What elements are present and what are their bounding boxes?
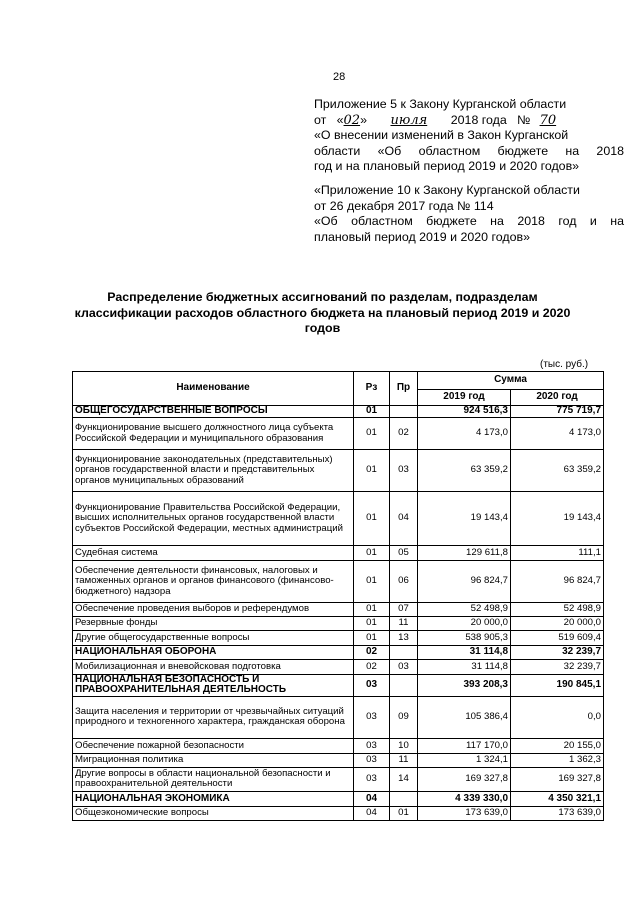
table-row — [73, 738, 604, 753]
table-body — [73, 406, 604, 821]
row-value-2020: 32 239,7 — [511, 660, 604, 675]
row-rz: 01 — [354, 617, 390, 631]
row-name: Судебная система — [73, 546, 354, 561]
number-label: № — [517, 112, 531, 127]
row-rz: 01 — [354, 603, 390, 617]
row-pr — [390, 406, 418, 418]
row-value-2019: 924 516,3 — [418, 406, 511, 418]
row-value-2019: 20 000,0 — [418, 617, 511, 631]
row-pr: 05 — [390, 546, 418, 561]
row-value-2020: 4 173,0 — [511, 418, 604, 450]
row-pr: 01 — [390, 806, 418, 820]
row-name: Функционирование Правительства Российской Федерации, высших исполнительных органов государственной власти субъектов Российской Федерации, местных администраций — [73, 492, 354, 546]
row-rz: 03 — [354, 753, 390, 767]
row-value-2020: 519 609,4 — [511, 631, 604, 646]
row-value-2019: 169 327,8 — [418, 767, 511, 791]
appendix-new-line1: Приложение 5 к Закону Курганской области — [314, 97, 567, 111]
row-rz: 01 — [354, 492, 390, 546]
row-name: НАЦИОНАЛЬНАЯ БЕЗОПАСНОСТЬ И ПРАВООХРАНИТЕЛЬНАЯ ДЕЯТЕЛЬНОСТЬ — [73, 675, 354, 697]
row-value-2019: 31 114,8 — [418, 660, 511, 675]
appendix-old-line3: «Об областном бюджете на 2018 год и на — [314, 214, 624, 229]
row-name: Функционирование законодательных (представительных) органов государственной власти и представительных органов муниципальных образований — [73, 450, 354, 492]
row-value-2020: 20 000,0 — [511, 617, 604, 631]
quote-open: « — [336, 112, 344, 127]
row-value-2019: 129 611,8 — [418, 546, 511, 561]
row-pr: 06 — [390, 561, 418, 603]
row-value-2020: 63 359,2 — [511, 450, 604, 492]
row-value-2019: 19 143,4 — [418, 492, 511, 546]
row-rz: 02 — [354, 646, 390, 660]
row-rz: 01 — [354, 418, 390, 450]
table-row — [73, 696, 604, 738]
table-row — [73, 418, 604, 450]
table-row — [73, 806, 604, 820]
row-pr: 03 — [390, 450, 418, 492]
row-rz: 04 — [354, 791, 390, 806]
row-value-2019: 393 208,3 — [418, 675, 511, 697]
row-value-2019: 63 359,2 — [418, 450, 511, 492]
row-pr: 11 — [390, 753, 418, 767]
row-rz: 03 — [354, 738, 390, 753]
appendix-new-block — [314, 97, 624, 175]
budget-table — [72, 371, 604, 821]
row-value-2020: 0,0 — [511, 696, 604, 738]
header-rz: Рз — [354, 372, 390, 406]
row-pr — [390, 791, 418, 806]
row-pr — [390, 646, 418, 660]
row-value-2019: 4 173,0 — [418, 418, 511, 450]
row-value-2019: 173 639,0 — [418, 806, 511, 820]
row-value-2020: 52 498,9 — [511, 603, 604, 617]
table-row — [73, 646, 604, 660]
row-pr: 09 — [390, 696, 418, 738]
row-value-2020: 173 639,0 — [511, 806, 604, 820]
row-value-2020: 19 143,4 — [511, 492, 604, 546]
row-name: Мобилизационная и вневойсковая подготовка — [73, 660, 354, 675]
row-value-2019: 96 824,7 — [418, 561, 511, 603]
table-row — [73, 675, 604, 697]
appendix-new-line3: «О внесении изменений в Закон Курганской — [314, 128, 569, 143]
table-row — [73, 753, 604, 767]
row-name: Общеэкономические вопросы — [73, 806, 354, 820]
row-rz: 01 — [354, 561, 390, 603]
table-row — [73, 492, 604, 546]
appendix-old-line2: от 26 декабря 2017 года № 114 — [314, 198, 494, 213]
appendix-old-block — [314, 183, 624, 245]
appendix-old-line4: плановый период 2019 и 2020 годов» — [314, 229, 530, 244]
row-pr: 14 — [390, 767, 418, 791]
row-name: НАЦИОНАЛЬНАЯ ЭКОНОМИКА — [73, 791, 354, 806]
row-pr — [390, 675, 418, 697]
appendix-new-line5: год и на плановый период 2019 и 2020 годов» — [314, 159, 580, 174]
row-name: Другие вопросы в области национальной безопасности и правоохранительной деятельности — [73, 767, 354, 791]
table-row — [73, 617, 604, 631]
row-pr: 11 — [390, 617, 418, 631]
table-row — [73, 603, 604, 617]
table-row — [73, 546, 604, 561]
table-row — [73, 631, 604, 646]
table-row — [73, 561, 604, 603]
row-value-2020: 169 327,8 — [511, 767, 604, 791]
header-2020: 2020 год — [511, 390, 604, 406]
row-value-2020: 1 362,3 — [511, 753, 604, 767]
row-name: Резервные фонды — [73, 617, 354, 631]
title-line1: Распределение бюджетных ассигнований по разделам, подразделам — [107, 290, 538, 304]
row-rz: 03 — [354, 675, 390, 697]
table-row — [73, 791, 604, 806]
row-value-2019: 31 114,8 — [418, 646, 511, 660]
row-value-2020: 96 824,7 — [511, 561, 604, 603]
document-title — [60, 290, 585, 337]
table-row — [73, 660, 604, 675]
row-rz: 01 — [354, 406, 390, 418]
row-value-2019: 1 324,1 — [418, 753, 511, 767]
row-name: Обеспечение пожарной безопасности — [73, 738, 354, 753]
table-row — [73, 767, 604, 791]
row-rz: 03 — [354, 696, 390, 738]
row-value-2019: 4 339 330,0 — [418, 791, 511, 806]
row-rz: 03 — [354, 767, 390, 791]
row-pr: 07 — [390, 603, 418, 617]
row-value-2019: 52 498,9 — [418, 603, 511, 617]
row-name: Обеспечение проведения выборов и референдумов — [73, 603, 354, 617]
row-name: Другие общегосударственные вопросы — [73, 631, 354, 646]
row-rz: 04 — [354, 806, 390, 820]
row-name: НАЦИОНАЛЬНАЯ ОБОРОНА — [73, 646, 354, 660]
row-rz: 01 — [354, 450, 390, 492]
handwritten-day: 02 — [343, 112, 361, 128]
row-pr: 02 — [390, 418, 418, 450]
row-value-2020: 32 239,7 — [511, 646, 604, 660]
row-value-2020: 775 719,7 — [511, 406, 604, 418]
row-rz: 01 — [354, 631, 390, 646]
table-row — [73, 406, 604, 418]
row-name: Обеспечение деятельности финансовых, налоговых и таможенных органов и органов финансового (финансово-бюджетного) надзора — [73, 561, 354, 603]
row-rz: 01 — [354, 546, 390, 561]
from-prefix: от — [314, 112, 327, 127]
appendix-new-line4: области «Об областном бюджете на 2018 — [314, 143, 624, 158]
row-pr: 10 — [390, 738, 418, 753]
row-name: ОБЩЕГОСУДАРСТВЕННЫЕ ВОПРОСЫ — [73, 406, 354, 418]
row-value-2020: 20 155,0 — [511, 738, 604, 753]
row-value-2019: 105 386,4 — [418, 696, 511, 738]
table-row — [73, 450, 604, 492]
row-value-2019: 117 170,0 — [418, 738, 511, 753]
quote-close: » — [360, 112, 367, 127]
appendix-new-date-line — [314, 113, 624, 129]
page-number: 28 — [333, 71, 346, 83]
row-value-2020: 190 845,1 — [511, 675, 604, 697]
header-2019: 2019 год — [418, 390, 511, 406]
row-value-2019: 538 905,3 — [418, 631, 511, 646]
row-pr: 04 — [390, 492, 418, 546]
row-value-2020: 4 350 321,1 — [511, 791, 604, 806]
row-name: Функционирование высшего должностного лица субъекта Российской Федерации и муниципального образования — [73, 418, 354, 450]
handwritten-month: июля — [390, 112, 428, 128]
handwritten-number: 70 — [539, 112, 557, 128]
row-pr: 03 — [390, 660, 418, 675]
year-text: 2018 года — [450, 112, 507, 127]
title-line3: годов — [304, 321, 341, 335]
row-value-2020: 111,1 — [511, 546, 604, 561]
title-line2: классификации расходов областного бюджета на плановый период 2019 и 2020 — [74, 305, 571, 320]
row-name: Миграционная политика — [73, 753, 354, 767]
header-name: Наименование — [73, 372, 354, 406]
header-pr: Пр — [390, 372, 418, 406]
header-sum: Сумма — [418, 372, 604, 390]
row-rz: 02 — [354, 660, 390, 675]
appendix-old-line1: «Приложение 10 к Закону Курганской области — [314, 183, 580, 197]
row-pr: 13 — [390, 631, 418, 646]
units-label: (тыс. руб.) — [540, 359, 589, 370]
row-name: Защита населения и территории от чрезвычайных ситуаций природного и техногенного характера, гражданская оборона — [73, 696, 354, 738]
